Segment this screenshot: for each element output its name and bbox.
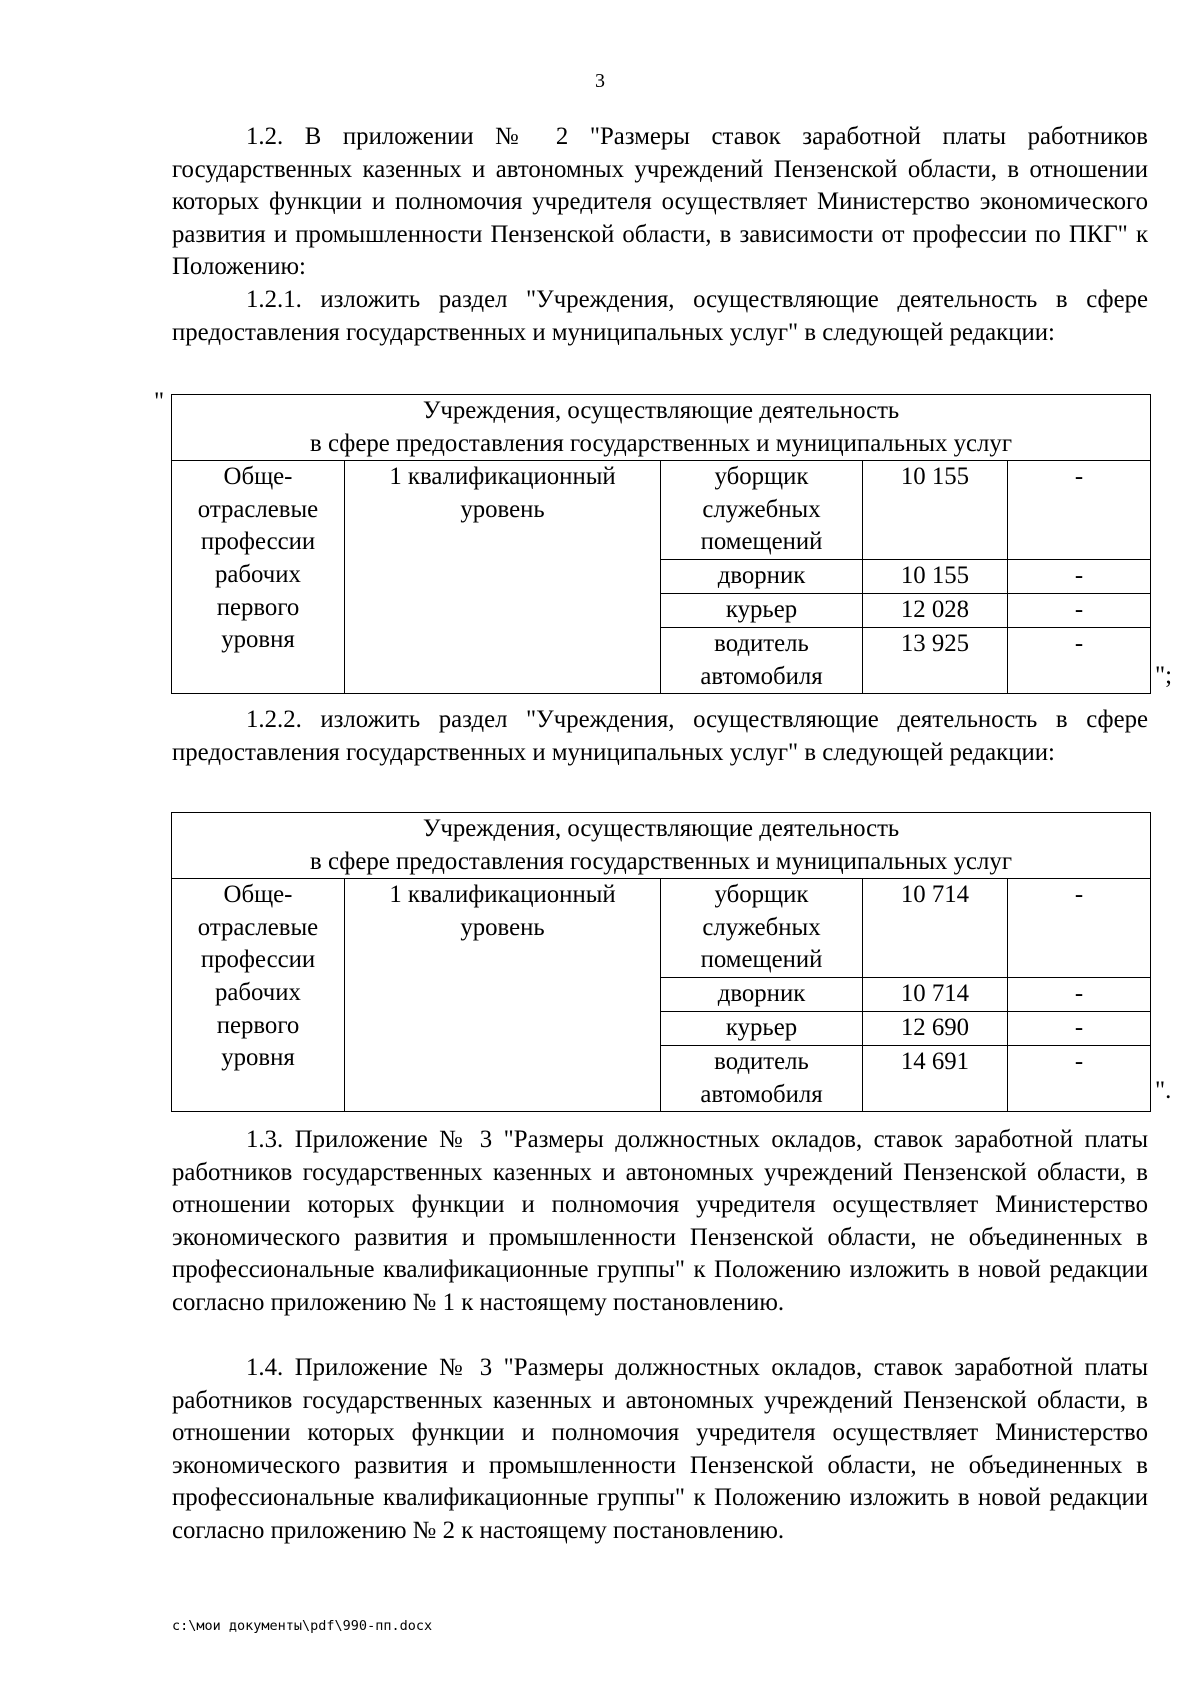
table1-close-quote: "; [1155,662,1173,689]
table2-group-cell: Обще- отраслевые профессии рабочих первого уровня [172,879,345,1112]
paragraph-1-3-text: 1.3. Приложение № 3 "Размеры должностных окладов, ставок заработной платы работников государственных казенных и автономных учреждений Пензенской области, в отношении которых функции и полномочия учредителя осуществляет Министерство экономического развития и промышленности Пензенской области, не объединенных в профессиональные квалификационные группы" к Положению изложить в новой редакции согласно приложению № 1 к настоящему постановлению. [172,1126,1148,1316]
table2-close-quote: ". [1155,1077,1172,1104]
table1-profession-cell: уборщик служебных помещений [661,461,863,560]
table1-title-line1: Учреждения, осуществляющие деятельность [422,397,900,424]
paragraph-1-2 [172,121,1148,284]
paragraph-1-3 [172,1124,1148,1320]
table1-level-cell: 1 квалификационный уровень [345,461,661,694]
table1-profession-cell: водитель автомобиля [661,627,863,693]
table1-rate-cell: 10 155 [863,461,1008,560]
table2-extra-cell: - [1008,1045,1151,1111]
table1-profession-cell: дворник [661,559,863,593]
paragraph-1-4-text: 1.4. Приложение № 3 "Размеры должностных окладов, ставок заработной платы работников государственных казенных и автономных учреждений Пензенской области, в отношении которых функции и полномочия учредителя осуществляет Министерство экономического развития и промышленности Пензенской области, не объединенных в профессиональные квалификационные группы" к Положению изложить в новой редакции согласно приложению № 2 к настоящему постановлению. [172,1354,1148,1544]
table1-group-cell: Обще- отраслевые профессии рабочих первого уровня [172,461,345,694]
table2-profession-cell: водитель автомобиля [661,1045,863,1111]
salary-table-1 [171,394,1151,694]
table2-rate-cell: 10 714 [863,879,1008,978]
table2-rate-cell: 10 714 [863,977,1008,1011]
table1-rate-cell: 10 155 [863,559,1008,593]
table2-section-title [172,813,1151,879]
table1-title-line2: в сфере предоставления государственных и муниципальных услуг [310,429,1012,457]
footer-file-path: c:\мои документы\pdf\990-пп.docx [172,1618,433,1634]
table2-profession-cell: дворник [661,977,863,1011]
table2-profession-cell: уборщик служебных помещений [661,879,863,978]
table2-level-cell: 1 квалификационный уровень [345,879,661,1112]
page-number: 3 [595,70,605,92]
table1-open-quote: " [154,388,165,415]
table2-rate-cell: 12 690 [863,1011,1008,1045]
table1-extra-cell: - [1008,593,1151,627]
table1-extra-cell: - [1008,627,1151,693]
paragraph-1-4 [172,1352,1148,1548]
table2-extra-cell: - [1008,879,1151,978]
table1-section-title [172,395,1151,461]
paragraph-1-2-2 [172,704,1148,769]
table1-profession-cell: курьер [661,593,863,627]
paragraph-1-2-text: 1.2. В приложении № 2 "Размеры ставок заработной платы работников государственных казенных и автономных учреждений Пензенской области, в отношении которых функции и полномочия учредителя осуществляет Министерство экономического развития и промышленности Пензенской области, в зависимости от профессии по ПКГ" к Положению: [172,123,1148,281]
paragraph-1-2-2-text: 1.2.2. изложить раздел "Учреждения, осуществляющие деятельность в сфере предоставления государственных и муниципальных услуг" в следующей редакции: [172,706,1148,766]
table2-title-line1: Учреждения, осуществляющие деятельность [422,815,900,842]
paragraph-1-2-1-text: 1.2.1. изложить раздел "Учреждения, осуществляющие деятельность в сфере предоставления государственных и муниципальных услуг" в следующей редакции: [172,286,1148,346]
table2-extra-cell: - [1008,1011,1151,1045]
salary-table-2 [171,812,1151,1112]
table1-rate-cell: 13 925 [863,627,1008,693]
table1-extra-cell: - [1008,461,1151,560]
table1-rate-cell: 12 028 [863,593,1008,627]
table2-extra-cell: - [1008,977,1151,1011]
table2-profession-cell: курьер [661,1011,863,1045]
table2-title-line2: в сфере предоставления государственных и муниципальных услуг [310,847,1012,875]
paragraph-1-2-1 [172,284,1148,349]
table1-extra-cell: - [1008,559,1151,593]
table2-rate-cell: 14 691 [863,1045,1008,1111]
